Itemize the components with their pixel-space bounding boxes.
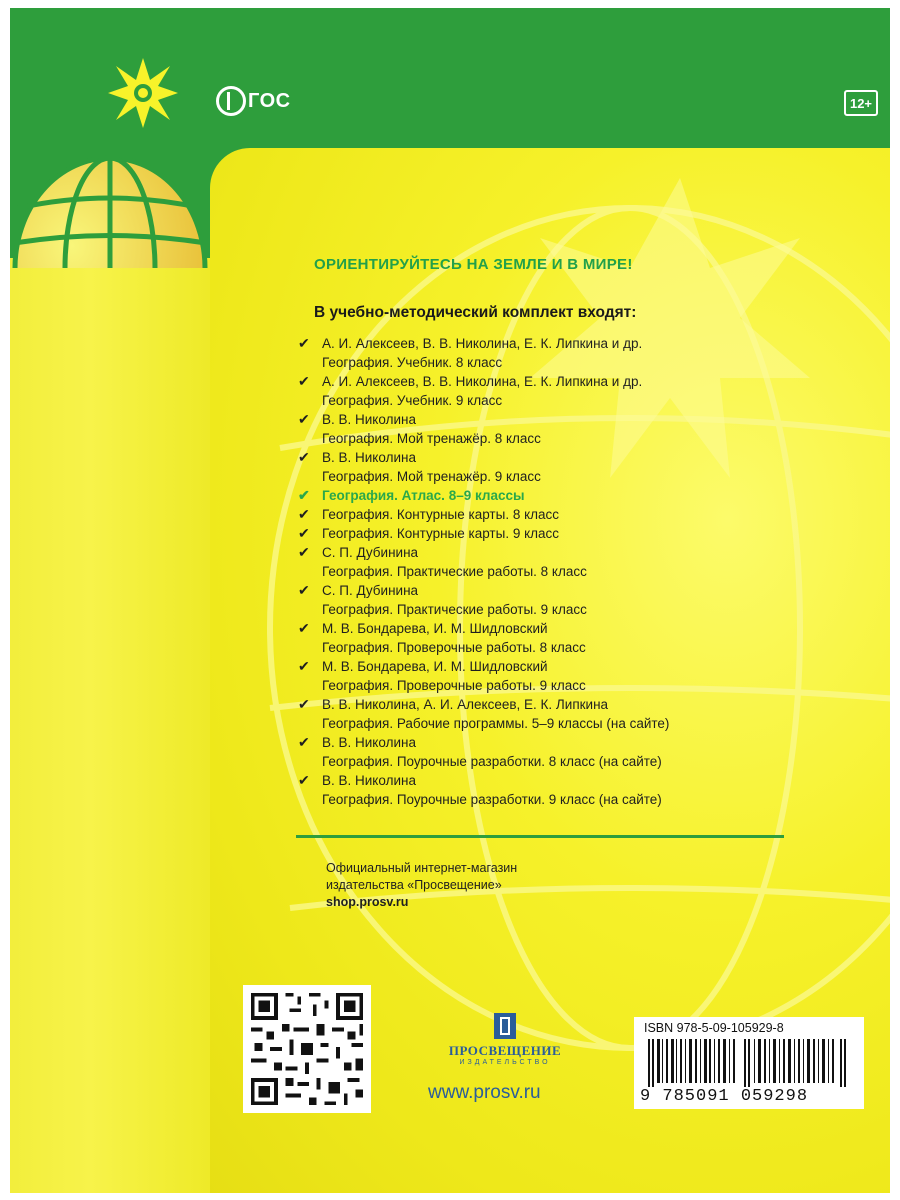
divider [296,835,784,838]
list-item [298,543,669,581]
list-item [298,619,669,657]
list-item [298,524,669,543]
book-authors: В. В. Николина [322,735,416,750]
book-title: География. Мой тренажёр. 9 класс [322,469,541,484]
list-item [298,771,669,809]
publisher-logo [430,1013,580,1066]
publisher-name: ПРОСВЕЩЕНИЕ [448,1043,562,1058]
check-icon: ✔ [298,734,310,750]
barcode-block [634,1017,864,1109]
book-authors: М. В. Бондарева, И. М. Шидловский [322,659,548,674]
list-item [298,448,669,486]
book-title: География. Практические работы. 9 класс [322,602,587,617]
qr-code-icon [243,985,371,1113]
slogan: ОРИЕНТИРУЙТЕСЬ НА ЗЕМЛЕ И В МИРЕ! [314,256,633,273]
list-item [298,733,669,771]
check-icon: ✔ [298,696,310,712]
book-title: География. Контурные карты. 8 класс [322,507,560,522]
shop-link[interactable]: shop.prosv.ru [326,895,409,909]
book-authors: М. В. Бондарева, И. М. Шидловский [322,621,548,636]
check-icon: ✔ [298,772,310,788]
book-title: География. Проверочные работы. 8 класс [322,640,586,655]
book-authors: В. В. Николина [322,450,416,465]
shop-line-1: Официальный интернет-магазин [326,861,518,875]
kit-heading: В учебно-методический комплект входят: [314,304,637,321]
check-icon: ✔ [298,373,310,389]
shop-info [326,860,517,911]
check-icon: ✔ [298,582,310,598]
fgos-logo [216,84,291,118]
ean-number: 9 785091 059298 [640,1087,809,1106]
book-title: География. Мой тренажёр. 8 класс [322,431,541,446]
list-item [298,581,669,619]
book-list [298,334,669,809]
check-icon: ✔ [298,411,310,427]
book-title: География. Практические работы. 8 класс [322,564,587,579]
book-authors: С. П. Дубинина [322,545,419,560]
globe-icon [10,148,210,268]
book-title: География. Поурочные разработки. 8 класс (на сайте) [322,754,662,769]
shop-line-2: издательства «Просвещение» [326,878,502,892]
book-authors: А. И. Алексеев, В. В. Николина, Е. К. Липкина и др. [322,374,643,389]
check-icon: ✔ [298,449,310,465]
list-item [298,372,669,410]
book-title: География. Атлас. 8–9 классы [322,488,525,503]
star-logo-icon [108,58,178,128]
publisher-site-link[interactable]: www.prosv.ru [428,1082,541,1103]
isbn-label: ISBN 978-5-09-105929-8 [644,1021,784,1035]
list-item-atlas [298,486,669,505]
book-authors: В. В. Николина, А. И. Алексеев, Е. К. Липкина [322,697,609,712]
list-item [298,657,669,695]
check-icon: ✔ [298,335,310,351]
age-rating-badge: 12+ [844,90,878,116]
book-title: География. Учебник. 8 класс [322,355,503,370]
book-authors: В. В. Николина [322,773,416,788]
book-authors: С. П. Дубинина [322,583,419,598]
book-title: География. Рабочие программы. 5–9 классы (на сайте) [322,716,670,731]
check-icon: ✔ [298,544,310,560]
check-icon: ✔ [298,487,310,503]
barcode-icon [648,1039,848,1087]
publisher-mark-icon [494,1013,516,1039]
fgos-text: ГОС [248,89,291,112]
publisher-subtitle: ИЗДАТЕЛЬСТВО [459,1059,551,1066]
list-item [298,334,669,372]
fgos-mark-icon [216,86,246,116]
book-title: География. Учебник. 9 класс [322,393,503,408]
check-icon: ✔ [298,658,310,674]
list-item [298,505,669,524]
book-title: География. Проверочные работы. 9 класс [322,678,586,693]
check-icon: ✔ [298,506,310,522]
left-yellow-strip [10,258,210,1193]
check-icon: ✔ [298,620,310,636]
check-icon: ✔ [298,525,310,541]
book-authors: А. И. Алексеев, В. В. Николина, Е. К. Липкина и др. [322,336,643,351]
book-title: География. Контурные карты. 9 класс [322,526,560,541]
list-item [298,410,669,448]
list-item [298,695,669,733]
book-authors: В. В. Николина [322,412,416,427]
book-title: География. Поурочные разработки. 9 класс (на сайте) [322,792,662,807]
